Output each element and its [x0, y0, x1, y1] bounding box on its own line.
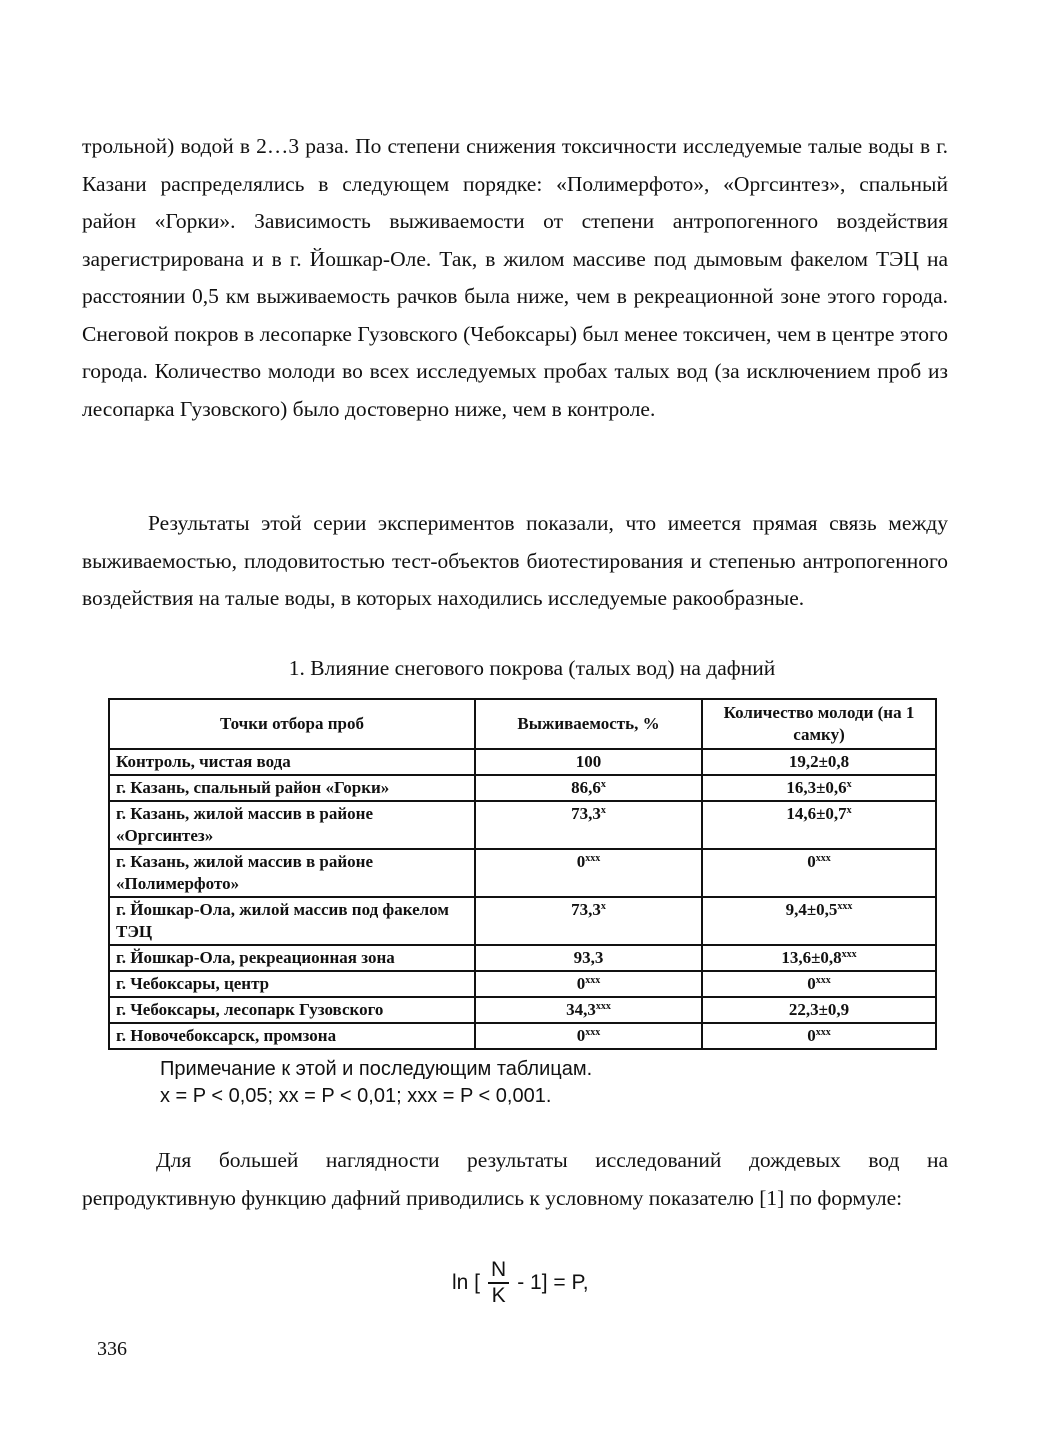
significance-mark: x — [846, 779, 852, 790]
cell-offspring-value: 9,4±0,5 — [785, 900, 838, 919]
cell-survival — [475, 971, 702, 997]
significance-mark: xxx — [595, 1001, 611, 1012]
cell-site: г. Йошкар-Ола, рекреационная зона — [109, 945, 475, 971]
table-row — [109, 775, 936, 801]
cell-survival — [475, 749, 702, 775]
cell-survival — [475, 775, 702, 801]
table-header-row — [109, 699, 936, 749]
table-note-title: Примечание к этой и последующим таблицам. — [160, 1058, 593, 1080]
formula-suffix: - 1] = P, — [517, 1271, 589, 1294]
table-row — [109, 897, 936, 945]
cell-site: г. Казань, спальный район «Горки» — [109, 775, 475, 801]
formula-fraction — [488, 1258, 509, 1308]
cell-survival-value: 93,3 — [573, 948, 604, 967]
cell-survival-value: 0 — [576, 852, 586, 871]
formula-denominator: K — [491, 1284, 506, 1307]
table-row — [109, 971, 936, 997]
cell-site: г. Казань, жилой массив в районе «Полимерфото» — [109, 849, 475, 897]
daphnia-table — [108, 698, 937, 1050]
cell-survival — [475, 849, 702, 897]
cell-offspring — [702, 801, 936, 849]
cell-offspring — [702, 945, 936, 971]
significance-mark: x — [600, 805, 606, 816]
cell-offspring — [702, 897, 936, 945]
cell-survival-value: 73,3 — [571, 804, 601, 823]
cell-offspring-value: 16,3±0,6 — [786, 778, 847, 797]
cell-offspring-value: 19,2±0,8 — [788, 752, 850, 771]
cell-survival — [475, 801, 702, 849]
table-row — [109, 849, 936, 897]
cell-offspring-value: 13,6±0,8 — [781, 948, 842, 967]
formula-prefix: ln [ — [452, 1271, 481, 1294]
header-offspring: Количество молоди (на 1 самку) — [702, 699, 936, 749]
cell-site: г. Новочебоксарск, промзона — [109, 1023, 475, 1049]
significance-mark: xxx — [585, 1027, 601, 1038]
table-row — [109, 801, 936, 849]
cell-site: Контроль, чистая вода — [109, 749, 475, 775]
cell-survival-value: 73,3 — [571, 900, 601, 919]
significance-mark: xxx — [585, 975, 601, 986]
significance-mark: xxx — [837, 901, 853, 912]
significance-mark: xxx — [585, 853, 601, 864]
cell-offspring — [702, 971, 936, 997]
cell-offspring — [702, 775, 936, 801]
paragraph-formula-intro: Для большей наглядности результаты исследований дождевых вод на репродуктивную функцию дафний приводились к условному показателю [1] по формуле: — [82, 1148, 948, 1210]
table-caption: 1. Влияние снегового покрова (талых вод) на дафний — [288, 656, 776, 680]
cell-site: г. Йошкар-Ола, жилой массив под факелом ТЭЦ — [109, 897, 475, 945]
cell-offspring-value: 0 — [807, 852, 816, 871]
cell-offspring — [702, 749, 936, 775]
cell-offspring — [702, 849, 936, 897]
formula-numerator: N — [488, 1258, 509, 1284]
significance-mark: x — [600, 779, 606, 790]
header-survival: Выживаемость, % — [475, 699, 702, 749]
cell-offspring-value: 14,6±0,7 — [786, 804, 847, 823]
table-note-significance: x = P < 0,05; xx = P < 0,01; xxx = P < 0,001. — [160, 1085, 552, 1107]
cell-survival-value: 0 — [576, 1026, 586, 1045]
page-number: 336 — [97, 1338, 127, 1360]
table-row — [109, 997, 936, 1023]
significance-mark: xxx — [815, 1027, 831, 1038]
cell-offspring — [702, 1023, 936, 1049]
significance-mark: xxx — [841, 949, 857, 960]
cell-site: г. Чебоксары, центр — [109, 971, 475, 997]
cell-survival-value: 0 — [576, 974, 586, 993]
cell-offspring-value: 22,3±0,9 — [788, 1000, 850, 1019]
table-row — [109, 749, 936, 775]
cell-offspring-value: 0 — [807, 1026, 816, 1045]
cell-offspring — [702, 997, 936, 1023]
significance-mark: xxx — [815, 975, 831, 986]
paragraph-results: Результаты этой серии экспериментов показали, что имеется прямая связь между выживаемостью, плодовитостью тест-объектов биотестирования и степенью антропогенного воздействия на талые воды, в которых находились исследуемые ракообразные. — [82, 511, 948, 610]
cell-survival — [475, 1023, 702, 1049]
cell-survival-value: 86,6 — [571, 778, 601, 797]
cell-survival-value: 100 — [575, 752, 602, 771]
cell-survival-value: 34,3 — [566, 1000, 596, 1019]
header-sampling-points: Точки отбора проб — [109, 699, 475, 749]
table-row — [109, 1023, 936, 1049]
cell-survival — [475, 997, 702, 1023]
cell-survival — [475, 945, 702, 971]
formula — [452, 1258, 589, 1308]
cell-survival — [475, 897, 702, 945]
significance-mark: xxx — [815, 853, 831, 864]
significance-mark: x — [600, 901, 606, 912]
paragraph-continuation: трольной) водой в 2…3 раза. По степени снижения токсичности исследуемые талые воды в г. Казани распределялись в следующем порядке: «Полимерфото», «Оргсинтез», спальный район «Горки». Зависимость выживаемости от степени антропогенного воздействия зарегистрирована и в г. Йошкар-Оле. Так, в жилом массиве под дымовым факелом ТЭЦ на расстоянии 0,5 км выживаемость рачков была ниже, чем в рекреационной зоне этого города. Снеговой покров в лесопарке Гузовского (Чебоксары) был менее токсичен, чем в центре этого города. Количество молоди во всех исследуемых пробах талых вод (за исключением проб из лесопарка Гузовского) было достоверно ниже, чем в контроле. — [82, 134, 948, 421]
cell-site: г. Казань, жилой массив в районе «Оргсинтез» — [109, 801, 475, 849]
cell-site: г. Чебоксары, лесопарк Гузовского — [109, 997, 475, 1023]
cell-offspring-value: 0 — [807, 974, 816, 993]
significance-mark: x — [846, 805, 852, 816]
table-row — [109, 945, 936, 971]
table-body — [109, 749, 936, 1049]
